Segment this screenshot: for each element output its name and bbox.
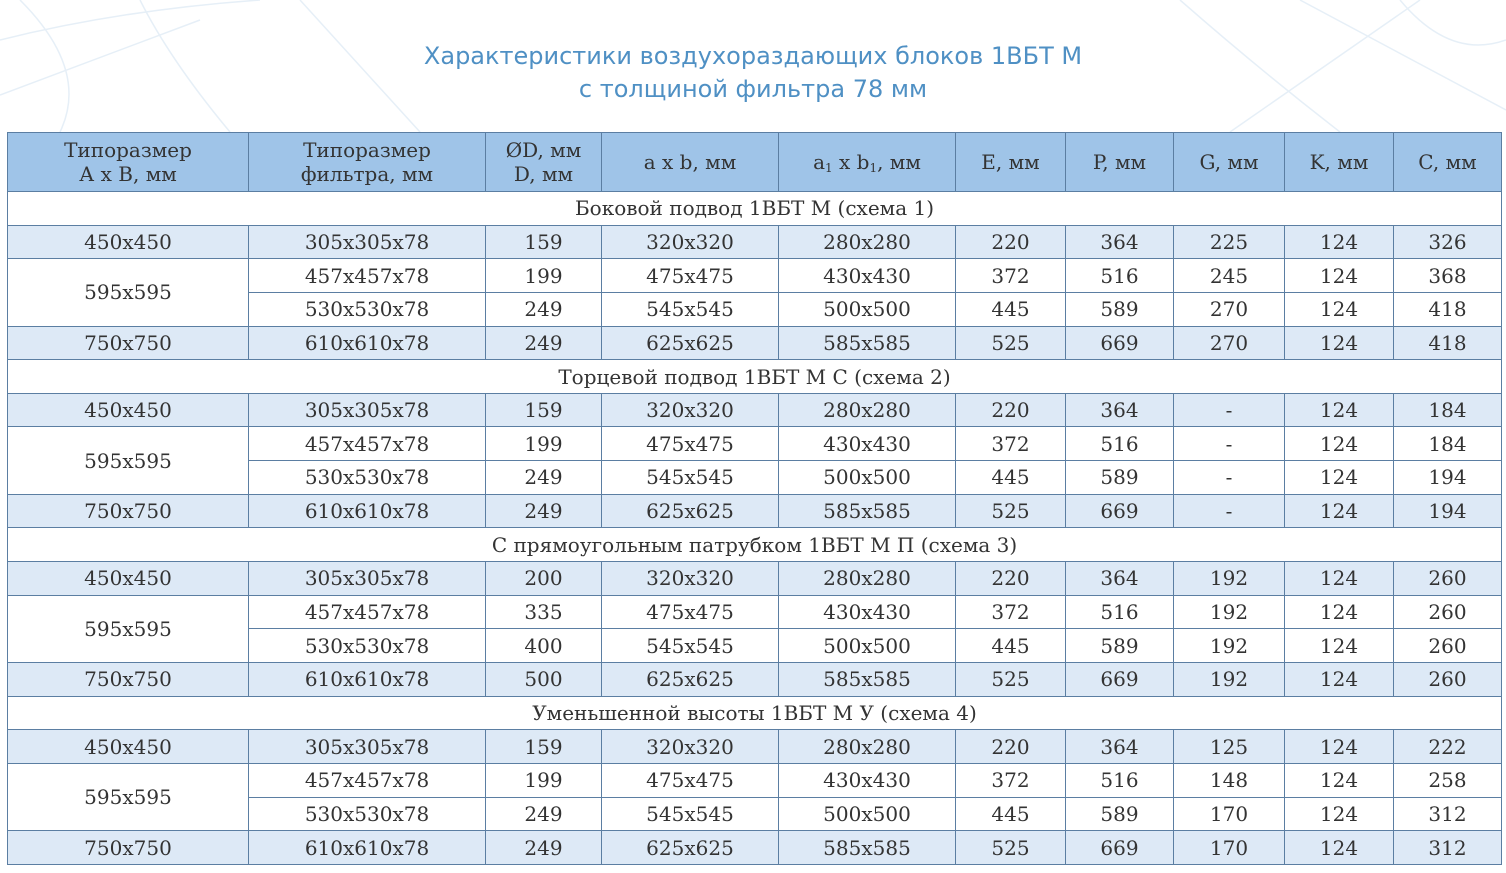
cell: 589	[1066, 461, 1174, 495]
cell: 545x545	[602, 797, 779, 831]
table-row	[8, 831, 1502, 865]
cell: 124	[1285, 326, 1394, 360]
cell: 669	[1066, 662, 1174, 696]
cell: 475x475	[602, 763, 779, 797]
cell: 124	[1285, 292, 1394, 326]
cell: 625x625	[602, 326, 779, 360]
section-title: Боковой подвод 1ВБТ М (схема 1)	[8, 192, 1502, 226]
cell: 326	[1394, 225, 1502, 259]
cell: 148	[1174, 763, 1285, 797]
cell: 260	[1394, 595, 1502, 629]
cell: 192	[1174, 662, 1285, 696]
cell: 368	[1394, 259, 1502, 293]
section-row	[8, 192, 1502, 226]
cell: 260	[1394, 629, 1502, 663]
table-row	[8, 427, 1502, 461]
cell: 320x320	[602, 225, 779, 259]
cell: 305x305x78	[249, 562, 486, 596]
section-title: Уменьшенной высоты 1ВБТ М У (схема 4)	[8, 696, 1502, 730]
cell: 516	[1066, 259, 1174, 293]
cell: 320x320	[602, 730, 779, 764]
cell: 585x585	[779, 326, 956, 360]
cell: 585x585	[779, 662, 956, 696]
cell: 364	[1066, 225, 1174, 259]
cell: 364	[1066, 393, 1174, 427]
table-row	[8, 494, 1502, 528]
cell: 457x457x78	[249, 427, 486, 461]
cell: 669	[1066, 831, 1174, 865]
cell: 445	[956, 797, 1066, 831]
cell: 457x457x78	[249, 595, 486, 629]
cell: 124	[1285, 225, 1394, 259]
cell: 530x530x78	[249, 292, 486, 326]
cell: 372	[956, 427, 1066, 461]
header-c: C, мм	[1394, 133, 1502, 192]
cell: 184	[1394, 393, 1502, 427]
cell: 280x280	[779, 562, 956, 596]
table-row	[8, 595, 1502, 629]
cell: 159	[486, 393, 602, 427]
cell: -	[1174, 427, 1285, 461]
cell: 475x475	[602, 427, 779, 461]
table-row	[8, 763, 1502, 797]
title-line-1: Характеристики воздухораздающих блоков 1ВБТ М	[423, 42, 1083, 70]
cell: 500x500	[779, 292, 956, 326]
cell: 124	[1285, 662, 1394, 696]
header-ab: a x b, мм	[602, 133, 779, 192]
cell: 194	[1394, 494, 1502, 528]
header-e: E, мм	[956, 133, 1066, 192]
cell: -	[1174, 494, 1285, 528]
cell: 669	[1066, 494, 1174, 528]
cell: 530x530x78	[249, 461, 486, 495]
cell: 335	[486, 595, 602, 629]
cell: 320x320	[602, 393, 779, 427]
cell: 305x305x78	[249, 225, 486, 259]
cell: 124	[1285, 427, 1394, 461]
cell: -	[1174, 393, 1285, 427]
cell: 525	[956, 662, 1066, 696]
cell: 500x500	[779, 461, 956, 495]
cell: 312	[1394, 797, 1502, 831]
cell: 159	[486, 225, 602, 259]
cell: 280x280	[779, 393, 956, 427]
cell: 260	[1394, 662, 1502, 696]
size-cell: 595x595	[8, 259, 249, 326]
cell: 475x475	[602, 259, 779, 293]
title-line-2: с толщиной фильтра 78 мм	[578, 75, 928, 103]
cell: 589	[1066, 629, 1174, 663]
cell: 669	[1066, 326, 1174, 360]
cell: 249	[486, 494, 602, 528]
cell: 475x475	[602, 595, 779, 629]
cell: 400	[486, 629, 602, 663]
cell: 124	[1285, 797, 1394, 831]
cell: 500	[486, 662, 602, 696]
header-p: P, мм	[1066, 133, 1174, 192]
cell: 418	[1394, 326, 1502, 360]
cell: 545x545	[602, 461, 779, 495]
header-g: G, мм	[1174, 133, 1285, 192]
cell: 364	[1066, 730, 1174, 764]
cell: 220	[956, 562, 1066, 596]
cell: 516	[1066, 763, 1174, 797]
cell: 220	[956, 225, 1066, 259]
cell: 249	[486, 831, 602, 865]
cell: 610x610x78	[249, 662, 486, 696]
cell: 124	[1285, 730, 1394, 764]
cell: 199	[486, 259, 602, 293]
cell: 220	[956, 393, 1066, 427]
cell: 280x280	[779, 225, 956, 259]
size-cell: 450x450	[8, 225, 249, 259]
cell: 159	[486, 730, 602, 764]
size-cell: 450x450	[8, 730, 249, 764]
size-cell: 750x750	[8, 662, 249, 696]
cell: 199	[486, 427, 602, 461]
cell: 625x625	[602, 662, 779, 696]
header-diameter: ØD, мм D, мм	[486, 133, 602, 192]
cell: 445	[956, 461, 1066, 495]
cell: 170	[1174, 831, 1285, 865]
cell: 525	[956, 326, 1066, 360]
size-cell: 750x750	[8, 831, 249, 865]
cell: 124	[1285, 831, 1394, 865]
cell: 500x500	[779, 797, 956, 831]
cell: 457x457x78	[249, 763, 486, 797]
cell: 445	[956, 629, 1066, 663]
header-k: K, мм	[1285, 133, 1394, 192]
table-row	[8, 225, 1502, 259]
cell: 192	[1174, 562, 1285, 596]
cell: 530x530x78	[249, 629, 486, 663]
cell: 249	[486, 461, 602, 495]
cell: 530x530x78	[249, 797, 486, 831]
cell: 192	[1174, 629, 1285, 663]
size-cell: 750x750	[8, 494, 249, 528]
table-row	[8, 326, 1502, 360]
cell: 430x430	[779, 595, 956, 629]
cell: 249	[486, 326, 602, 360]
cell: 525	[956, 494, 1066, 528]
table-row	[8, 730, 1502, 764]
cell: 418	[1394, 292, 1502, 326]
cell: 124	[1285, 562, 1394, 596]
cell: 194	[1394, 461, 1502, 495]
cell: 184	[1394, 427, 1502, 461]
cell: 249	[486, 292, 602, 326]
cell: 199	[486, 763, 602, 797]
section-row	[8, 528, 1502, 562]
cell: 430x430	[779, 427, 956, 461]
section-row	[8, 696, 1502, 730]
cell: 249	[486, 797, 602, 831]
cell: 124	[1285, 763, 1394, 797]
cell: 372	[956, 259, 1066, 293]
cell: 445	[956, 292, 1066, 326]
cell: 270	[1174, 292, 1285, 326]
cell: 270	[1174, 326, 1285, 360]
cell: 500x500	[779, 629, 956, 663]
cell: 124	[1285, 259, 1394, 293]
section-title: С прямоугольным патрубком 1ВБТ М П (схема 3)	[8, 528, 1502, 562]
cell: 200	[486, 562, 602, 596]
cell: 625x625	[602, 831, 779, 865]
table-row	[8, 393, 1502, 427]
cell: 124	[1285, 393, 1394, 427]
cell: 124	[1285, 461, 1394, 495]
cell: 589	[1066, 797, 1174, 831]
size-cell: 595x595	[8, 763, 249, 830]
cell: 525	[956, 831, 1066, 865]
cell: 220	[956, 730, 1066, 764]
cell: 305x305x78	[249, 393, 486, 427]
cell: 170	[1174, 797, 1285, 831]
cell: 124	[1285, 595, 1394, 629]
section-row	[8, 360, 1502, 394]
cell: 225	[1174, 225, 1285, 259]
cell: 125	[1174, 730, 1285, 764]
cell: 610x610x78	[249, 326, 486, 360]
cell: 124	[1285, 629, 1394, 663]
cell: 260	[1394, 562, 1502, 596]
size-cell: 450x450	[8, 393, 249, 427]
cell: 545x545	[602, 629, 779, 663]
table-row	[8, 662, 1502, 696]
cell: 430x430	[779, 763, 956, 797]
section-title: Торцевой подвод 1ВБТ М С (схема 2)	[8, 360, 1502, 394]
cell: 305x305x78	[249, 730, 486, 764]
cell: 320x320	[602, 562, 779, 596]
cell: 245	[1174, 259, 1285, 293]
cell: 312	[1394, 831, 1502, 865]
cell: 364	[1066, 562, 1174, 596]
header-row	[8, 133, 1502, 192]
size-cell: 595x595	[8, 595, 249, 662]
cell: 192	[1174, 595, 1285, 629]
table-row	[8, 562, 1502, 596]
table-row	[8, 259, 1502, 293]
header-filter-size: Типоразмер фильтра, мм	[249, 133, 486, 192]
cell: -	[1174, 461, 1285, 495]
cell: 625x625	[602, 494, 779, 528]
cell: 372	[956, 763, 1066, 797]
cell: 516	[1066, 595, 1174, 629]
cell: 610x610x78	[249, 831, 486, 865]
cell: 585x585	[779, 494, 956, 528]
page-title	[0, 40, 1506, 106]
size-cell: 595x595	[8, 427, 249, 494]
size-cell: 750x750	[8, 326, 249, 360]
cell: 589	[1066, 292, 1174, 326]
header-a1b1: $a_1$ x $b_1$, мм	[779, 133, 956, 192]
size-cell: 450x450	[8, 562, 249, 596]
header-size: Типоразмер А х В, мм	[8, 133, 249, 192]
cell: 124	[1285, 494, 1394, 528]
cell: 258	[1394, 763, 1502, 797]
cell: 585x585	[779, 831, 956, 865]
cell: 516	[1066, 427, 1174, 461]
cell: 372	[956, 595, 1066, 629]
cell: 457x457x78	[249, 259, 486, 293]
cell: 545x545	[602, 292, 779, 326]
cell: 280x280	[779, 730, 956, 764]
cell: 430x430	[779, 259, 956, 293]
cell: 610x610x78	[249, 494, 486, 528]
specs-table	[7, 132, 1502, 865]
cell: 222	[1394, 730, 1502, 764]
